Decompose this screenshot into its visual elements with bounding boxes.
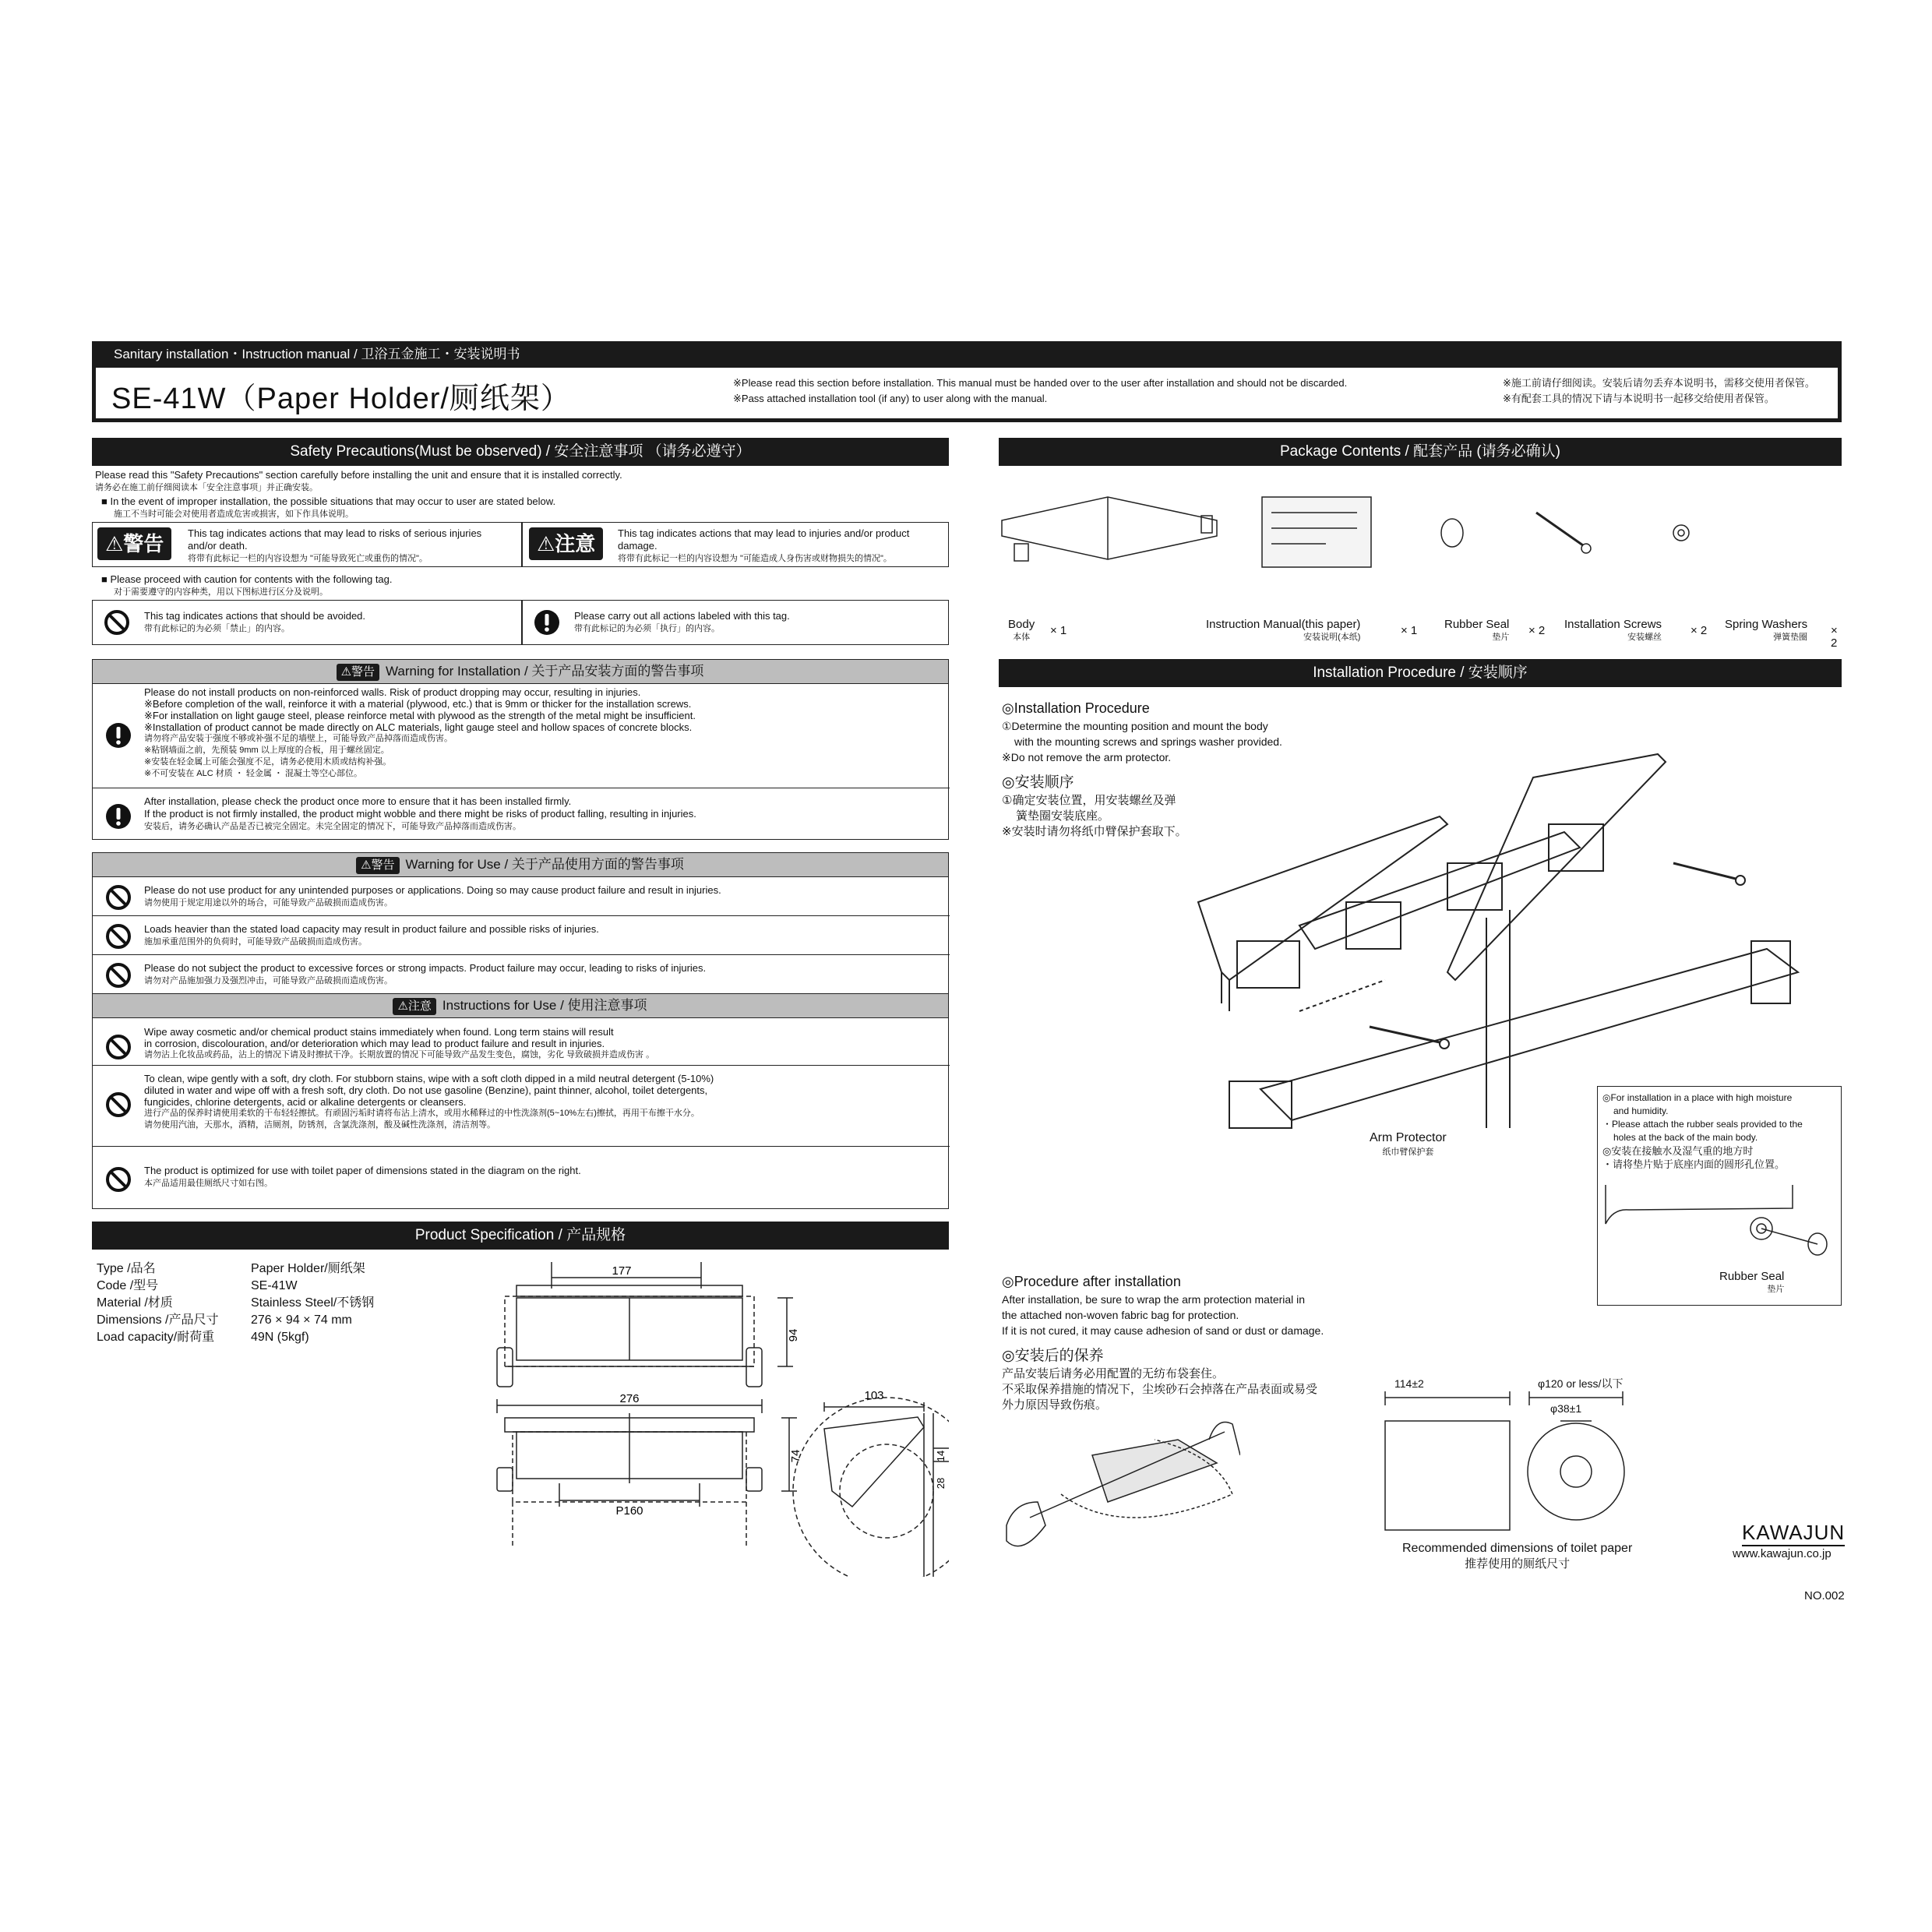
text-line: 本产品适用最佳厕纸尺寸如右图。 [144, 1179, 273, 1188]
spec-label: Material /材质 [97, 1296, 173, 1310]
prohibit-icon [105, 1034, 132, 1060]
toilet-paper-diagram [1370, 1374, 1627, 1538]
package-item-name-cn: 安装螺丝 [1627, 633, 1662, 642]
warning-use-box [92, 852, 949, 1209]
warning-tag: ⚠警告 [97, 527, 171, 560]
package-item-qty: × 1 [1401, 624, 1418, 637]
text-line: ※不可安装在 ALC 材质 ・ 轻金属 ・ 混凝土等空心部位。 [144, 769, 362, 778]
text-line: 不采取保养措施的情况下，尘埃砂石会掉落在产品表面或易受 [1002, 1383, 1318, 1396]
note-en [733, 375, 1347, 407]
text-line: ・请将垫片贴于底座内面的圆形孔位置。 [1602, 1158, 1786, 1170]
spec-labels [97, 1260, 218, 1346]
dim-276: 276 [619, 1392, 640, 1405]
arm-protector-en: Arm Protector [1370, 1131, 1447, 1144]
text-line: 请勿使用于规定用途以外的场合，可能导致产品破损而造成伤害。 [144, 898, 393, 908]
paper-caption-en: Recommended dimensions of toilet paper [1402, 1542, 1633, 1555]
row-divider [93, 1065, 950, 1066]
package-item-seal [1444, 619, 1509, 643]
rubber-seal-cn: 垫片 [1767, 1285, 1785, 1294]
spec-label: Dimensions /产品尺寸 [97, 1313, 219, 1327]
warning-tag-desc [188, 527, 507, 565]
dim-103: 103 [864, 1389, 884, 1402]
text-line: 产品安装后请务必用配置的无纺布袋套住。 [1002, 1367, 1225, 1380]
package-item-qty: × 2 [1831, 624, 1838, 650]
text-line: ※Before completion of the wall, reinforce it with a material (plywood, etc.) that is 9mm or thicker for the installation screws. [144, 698, 692, 710]
safety-bullet-2 [101, 573, 393, 598]
package-item-name: Body [1008, 618, 1035, 631]
text-line: The product is optimized for use with toilet paper of dimensions stated in the diagram on the right. [144, 1165, 581, 1176]
instructions-use-tag: ⚠注意 [393, 998, 435, 1015]
paper-caption-cn: 推荐使用的厕纸尺寸 [1465, 1557, 1571, 1571]
mandatory-icon [105, 722, 132, 749]
caution-tag-desc [618, 527, 945, 565]
package-item-washers [1725, 619, 1807, 643]
package-item-qty: × 1 [1050, 624, 1067, 637]
mandatory-icon [534, 609, 560, 636]
text-line: ※安装在轻金属上可能会强度不足，请务必使用木质或结构补强。 [144, 757, 392, 767]
warning-use-item-1 [144, 884, 721, 909]
paper-caption [1402, 1541, 1632, 1572]
spec-section-title: Product Specification / 产品规格 [92, 1222, 949, 1250]
text-line: Please do not install products on non-reinforced walls. Risk of product dropping may occur, resulting in injuries. [144, 686, 641, 698]
mandatory-icon [105, 803, 132, 830]
package-item-manual [1206, 619, 1360, 643]
safety-intro-cn: 请务必在施工前仔细阅读本「安全注意事项」并正确安装。 [95, 483, 318, 492]
safety-bullet-2-cn: 对于需要遵守的内容种类，用以下图标进行区分及说明。 [114, 587, 328, 597]
row-divider [93, 954, 950, 955]
instructions-use-header [92, 993, 949, 1018]
humidity-text [1602, 1091, 1803, 1171]
text-line: the attached non-woven fabric bag for protection. [1002, 1309, 1239, 1321]
warning-use-tag: ⚠警告 [356, 857, 399, 874]
warning-tag-cn: 将带有此标记一栏的内容设想为 "可能导致死亡或重伤的情况"。 [188, 554, 428, 563]
rubber-seal-label [1719, 1271, 1784, 1296]
text-line: ◎For installation in a place with high moisture [1602, 1092, 1793, 1103]
text-line: ※安装时请勿将纸巾臂保护套取下。 [1002, 825, 1187, 838]
warning-installation-box [92, 659, 949, 840]
text-line: in corrosion, discolouration, and/or deterioration which may lead to product failure and result in injuries. [144, 1038, 605, 1049]
package-item-name-cn: 本体 [1013, 633, 1031, 642]
text-line: 施加承重范围外的负荷时，可能导致产品破损而造成伤害。 [144, 937, 367, 947]
after-installation-en [1002, 1271, 1324, 1338]
legend-divider [521, 523, 523, 566]
text-line: 请勿使用汽油，天那水，酒精，洁厕剂，防锈剂，含氯洗涤剂，酸及碱性洗涤剂，清洁剂等。 [144, 1120, 495, 1130]
package-item-name: Rubber Seal [1444, 618, 1510, 631]
note-cn-2: ※有配套工具的情况下请与本说明书一起移交给使用者保管。 [1503, 393, 1775, 404]
tag-legend-box [92, 522, 949, 567]
mandatory-cn: 带有此标记的为必须「执行」的内容。 [574, 624, 720, 633]
text-line: 外力原因导致伤痕。 [1002, 1398, 1108, 1412]
dim-p160: P160 [615, 1504, 643, 1518]
dim-28: 28 [935, 1477, 947, 1490]
dim-74: 74 [789, 1449, 802, 1463]
package-item-name-cn: 弹簧垫圈 [1773, 633, 1808, 642]
text-line: ①确定安装位置，用安装螺丝及弹 [1002, 794, 1176, 807]
text-line: Please do not subject the product to excessive forces or strong impacts. Product failure may occur, leading to risks of injuries. [144, 962, 707, 974]
mandatory-desc [574, 610, 790, 635]
safety-intro [95, 469, 622, 494]
warning-installation-header [92, 659, 949, 684]
package-item-name-cn: 安装说明(本纸) [1303, 633, 1361, 642]
package-item-qty: × 2 [1690, 624, 1708, 637]
fabric-bag-illustration [999, 1408, 1240, 1557]
dimension-drawing [388, 1257, 949, 1577]
text-line: To clean, wipe gently with a soft, dry cloth. For stubborn stains, wipe with a soft cloth dipped in a mild neutral detergent (5-10%) [144, 1073, 714, 1084]
safety-section-title: Safety Precautions(Must be observed) / 安全注意事项 （请务必遵守） [92, 438, 949, 466]
rubber-seal-en: Rubber Seal [1719, 1270, 1785, 1283]
text-line: ・Please attach the rubber seals provided to the [1602, 1119, 1803, 1130]
install-procedure-title-cn: ◎安装顺序 [1002, 774, 1074, 791]
instructions-use-item-1 [144, 1026, 654, 1061]
spec-value: 276 × 94 × 74 mm [251, 1313, 352, 1327]
spec-values [251, 1260, 374, 1346]
package-section-title: Package Contents / 配套产品 (请务必确认) [999, 438, 1842, 466]
humidity-inset [1597, 1086, 1842, 1306]
arm-protector-label [1370, 1131, 1447, 1159]
row-divider [93, 1146, 950, 1147]
text-line: ◎安装在接触水及湿气重的地方时 [1602, 1145, 1754, 1157]
caution-tag-en: This tag indicates actions that may lead to injuries and/or product damage. [618, 527, 910, 552]
package-item-name: Installation Screws [1564, 618, 1662, 631]
prohibit-icon [105, 962, 132, 989]
text-line: 进行产品的保养时请使用柔软的干布轻轻擦拭。有顽固污垢时请将布沾上清水，或用水稀释过的中性洗涤剂(5~10%左右)擦拭，再用干布擦干水分。 [144, 1109, 700, 1118]
prohibit-icon [105, 1166, 132, 1193]
dim-177: 177 [612, 1264, 632, 1278]
spec-value: SE-41W [251, 1279, 298, 1292]
text-line: After installation, please check the product once more to ensure that it has been installed firmly. [144, 795, 572, 807]
paper-width-dim: 114±2 [1394, 1377, 1424, 1390]
dim-14: 14 [935, 1450, 947, 1462]
package-item-name-cn: 垫片 [1492, 633, 1510, 642]
package-item-name: Spring Washers [1725, 618, 1808, 631]
prohibit-en: This tag indicates actions that should be avoided. [144, 610, 366, 622]
package-illustration [999, 489, 1842, 575]
text-line: ※Installation of product cannot be made directly on ALC materials, light gauge steel and hollow spaces of concrete blocks. [144, 721, 693, 733]
safety-bullet-1-en: ■ In the event of improper installation, the possible situations that may occur to user are stated below. [101, 495, 556, 507]
instruction-sheet [92, 341, 1846, 1634]
brand-logo: KAWAJUN [1742, 1521, 1845, 1546]
caution-tag: ⚠注意 [529, 527, 603, 560]
warning-use-header [92, 852, 949, 877]
brand-url[interactable]: www.kawajun.co.jp [1733, 1547, 1832, 1560]
safety-bullet-1 [101, 495, 555, 520]
spec-value: 49N (5kgf) [251, 1331, 309, 1344]
warning-installation-item-2 [144, 795, 696, 833]
text-line: 簧垫圈安装底座。 [1016, 809, 1110, 823]
symbol-legend-box [92, 600, 949, 645]
prohibit-desc [144, 610, 365, 635]
doc-number: NO.002 [1804, 1589, 1845, 1602]
page-title: SE-41W（Paper Holder/厕纸架） [111, 383, 571, 415]
package-item-screws [1564, 619, 1662, 643]
title-box [92, 368, 1842, 422]
after-installation-title: ◎Procedure after installation [1002, 1274, 1181, 1289]
text-line: fungicides, chlorine detergents, acid or alkaline detergents or cleansers. [144, 1096, 467, 1108]
prohibit-icon [104, 609, 130, 636]
note-en-1: ※Please read this section before installation. This manual must be handed over to the user after installation and should not be discarded. [733, 377, 1348, 389]
instructions-use-item-2 [144, 1073, 714, 1131]
spec-value: Stainless Steel/不锈钢 [251, 1296, 375, 1310]
instructions-use-title: Instructions for Use / 使用注意事项 [442, 998, 647, 1013]
arm-protector-cn: 纸巾臂保护套 [1382, 1148, 1434, 1157]
spec-label: Code /型号 [97, 1279, 159, 1292]
note-cn [1503, 375, 1815, 407]
text-line: holes at the back of the main body. [1613, 1132, 1758, 1143]
text-line: Please do not use product for any unintended purposes or applications. Doing so may cause product failure and result in injuries. [144, 884, 721, 896]
text-line: ※For installation on light gauge steel, please reinforce metal with plywood as the strength of the metal might be insufficient. [144, 710, 696, 721]
core-diameter-dim: φ38±1 [1550, 1402, 1582, 1415]
spec-label: Load capacity/耐荷重 [97, 1331, 215, 1344]
warning-installation-tag: ⚠警告 [337, 664, 379, 681]
text-line: diluted in water and wipe off with a fresh soft, dry cloth. Do not use gasoline (Benzine), paint thinner, alcohol, toilet detergents, [144, 1084, 708, 1096]
dim-94: 94 [787, 1328, 800, 1342]
text-line: with the mounting screws and springs washer provided. [1014, 735, 1282, 748]
spec-label: Type /品名 [97, 1262, 156, 1275]
prohibit-icon [105, 884, 132, 911]
package-item-name: Instruction Manual(this paper) [1206, 618, 1361, 631]
warning-installation-item-1 [144, 686, 696, 780]
caution-tag-cn: 将带有此标记一栏的内容设想为 "可能造成人身伤害或财物损失的情况"。 [618, 554, 892, 563]
header-bar: Sanitary installation・Instruction manual / 卫浴五金施工・安装说明书 [92, 341, 1842, 368]
text-line: If the product is not firmly installed, the product might wobble and there might be risks of product falling, resulting in injuries. [144, 808, 696, 820]
install-procedure-title: ◎Installation Procedure [1002, 700, 1150, 716]
package-item-qty: × 2 [1528, 624, 1546, 637]
text-line: ※Do not remove the arm protector. [1002, 751, 1172, 763]
text-line: If it is not cured, it may cause adhesion of sand or dust or damage. [1002, 1324, 1324, 1337]
warning-installation-title: Warning for Installation / 关于产品安装方面的警告事项 [386, 663, 704, 679]
text-line: 安装后，请务必确认产品是否已被完全固定。未完全固定的情况下，可能导致产品掉落而造成伤害。 [144, 822, 521, 831]
text-line: 请勿将产品安装于强度不够或补强不足的墙壁上，可能导致产品掉落而造成伤害。 [144, 734, 453, 743]
warning-use-item-3 [144, 962, 706, 987]
after-installation-title-cn: ◎安装后的保养 [1002, 1348, 1104, 1364]
spec-value: Paper Holder/厕纸架 [251, 1262, 365, 1275]
text-line: ※粘钢墙面之前，先预装 9mm 以上厚度的合板，用于螺丝固定。 [144, 746, 390, 755]
text-line: 请勿对产品施加强力及强烈冲击，可能导致产品破损而造成伤害。 [144, 976, 393, 985]
prohibit-icon [105, 1091, 132, 1118]
text-line: Loads heavier than the stated load capacity may result in product failure and possible risks of injuries. [144, 923, 599, 935]
text-line: 请勿沾上化妆品或药品，沾上的情况下请及时擦拭干净。长期放置的情况下可能导致产品发生变色，腐蚀，劣化 导致破损并造成伤害 。 [144, 1050, 655, 1059]
prohibit-icon [105, 923, 132, 950]
text-line: Wipe away cosmetic and/or chemical product stains immediately when found. Long term stains will result [144, 1026, 614, 1038]
safety-bullet-1-cn: 施工不当时可能会对使用者造成危害或损害，如下作具体说明。 [114, 509, 354, 519]
safety-intro-en: Please read this "Safety Precautions" section carefully before installing the unit and ensure that it is installed correctly. [95, 469, 622, 481]
after-installation-cn [1002, 1346, 1317, 1413]
mandatory-en: Please carry out all actions labeled with this tag. [574, 610, 790, 622]
symbol-legend-divider [521, 601, 523, 644]
text-line: and humidity. [1613, 1105, 1669, 1116]
instructions-use-item-3 [144, 1165, 581, 1190]
prohibit-cn: 带有此标记的为必须「禁止」的内容。 [144, 624, 290, 633]
installation-illustration [1128, 746, 1845, 1136]
note-cn-1: ※施工前请仔细阅读。安装后请勿丢弃本说明书，需移交使用者保管。 [1503, 377, 1815, 389]
note-en-2: ※Pass attached installation tool (if any) to user along with the manual. [733, 393, 1048, 404]
safety-bullet-2-en: ■ Please proceed with caution for contents with the following tag. [101, 573, 393, 585]
warning-use-title: Warning for Use / 关于产品使用方面的警告事项 [405, 856, 684, 872]
row-divider [93, 915, 950, 916]
text-line: ①Determine the mounting position and mount the body [1002, 720, 1268, 732]
warning-use-item-2 [144, 923, 599, 948]
paper-diameter-dim: φ120 or less/以下 [1538, 1377, 1624, 1390]
install-section-title: Installation Procedure / 安装顺序 [999, 659, 1842, 687]
text-line: After installation, be sure to wrap the arm protection material in [1002, 1293, 1306, 1306]
package-item-body [1008, 619, 1035, 643]
warning-tag-en: This tag indicates actions that may lead to risks of serious injuries and/or death. [188, 527, 482, 552]
